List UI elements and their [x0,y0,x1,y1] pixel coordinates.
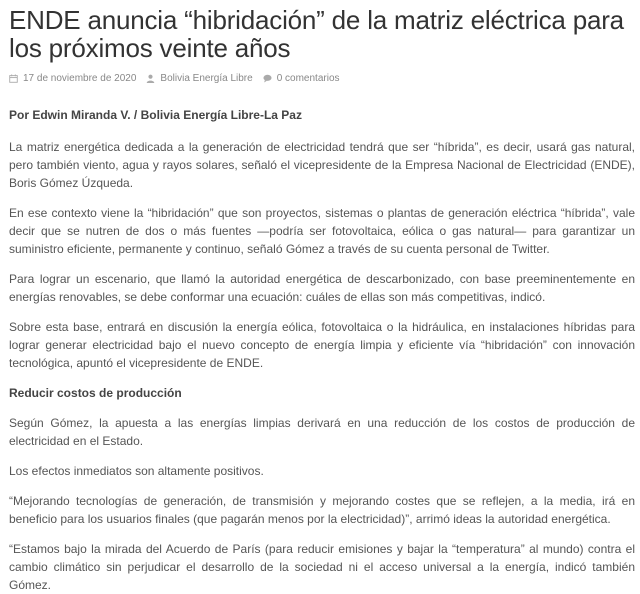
meta-date [9,73,136,84]
meta-comments [263,73,340,84]
paragraph: La matriz energética dedicada a la generación de electricidad tendrá que ser “híbrida”, es decir, usará gas natural, pero también viento, agua y rayos solares, señaló el vicepresidente de la Empresa Nacional de Electricidad (ENDE), Boris Gómez Úzqueda. [9,140,635,190]
paragraph: Sobre esta base, entrará en discusión la energía eólica, fotovoltaica o la hidráulica, en instalaciones híbridas para lograr generar electricidad bajo el nuevo concepto de energía limpia y eficiente vía “hibridación” con innovación tecnológica, apuntó el vicepresidente de ENDE. [9,320,635,370]
comment-icon [263,74,272,83]
author-link[interactable]: Bolivia Energía Libre [160,73,253,84]
date-link[interactable]: 17 de noviembre de 2020 [23,73,137,84]
paragraph: Para lograr un escenario, que llamó la autoridad energética de descarbonizado, con base preeminentemente en energías renovables, se debe conformar una ecuación: cuáles de ellas son más competitivas, indicó. [9,272,635,304]
paragraph: En ese contexto viene la “hibridación” que son proyectos, sistemas o plantas de generación eléctrica “híbrida”, vale decir que se nutren de dos o más fuentes —podría ser fotovoltaica, eólica o gas natural— para garantizar un suministro eficiente, permanente y continuo, señaló Gómez a través de su cuenta personal de Twitter. [9,206,635,256]
article-title: ENDE anuncia “hibridación” de la matriz eléctrica para los próximos veinte años [9,5,624,63]
meta-author [146,73,252,84]
paragraph: “Estamos bajo la mirada del Acuerdo de París (para reducir emisiones y bajar la “temperatura” al mundo) contra el cambio climático sin perjudicar el desarrollo de la sociedad ni el acceso universal a la energía, indicó también Gómez. [9,542,635,592]
section-subheading: Reducir costos de producción [9,386,182,400]
paragraph: “Mejorando tecnologías de generación, de transmisión y mejorando costes que se reflejen, a la media, irá en beneficio para los usuarios finales (que pagarán menos por la electricidad)”, arrimó ideas la autoridad energética. [9,494,635,526]
comments-link[interactable]: 0 comentarios [276,73,340,84]
article-body [9,106,635,594]
paragraph: Los efectos inmediatos son altamente positivos. [9,464,264,478]
article-meta [9,73,635,84]
user-icon [146,74,155,83]
calendar-icon [9,74,18,83]
paragraph: Según Gómez, la apuesta a las energías limpias derivará en una reducción de los costos de producción de electricidad en el Estado. [9,416,635,448]
article-byline: Por Edwin Miranda V. / Bolivia Energía Libre-La Paz [9,108,302,122]
